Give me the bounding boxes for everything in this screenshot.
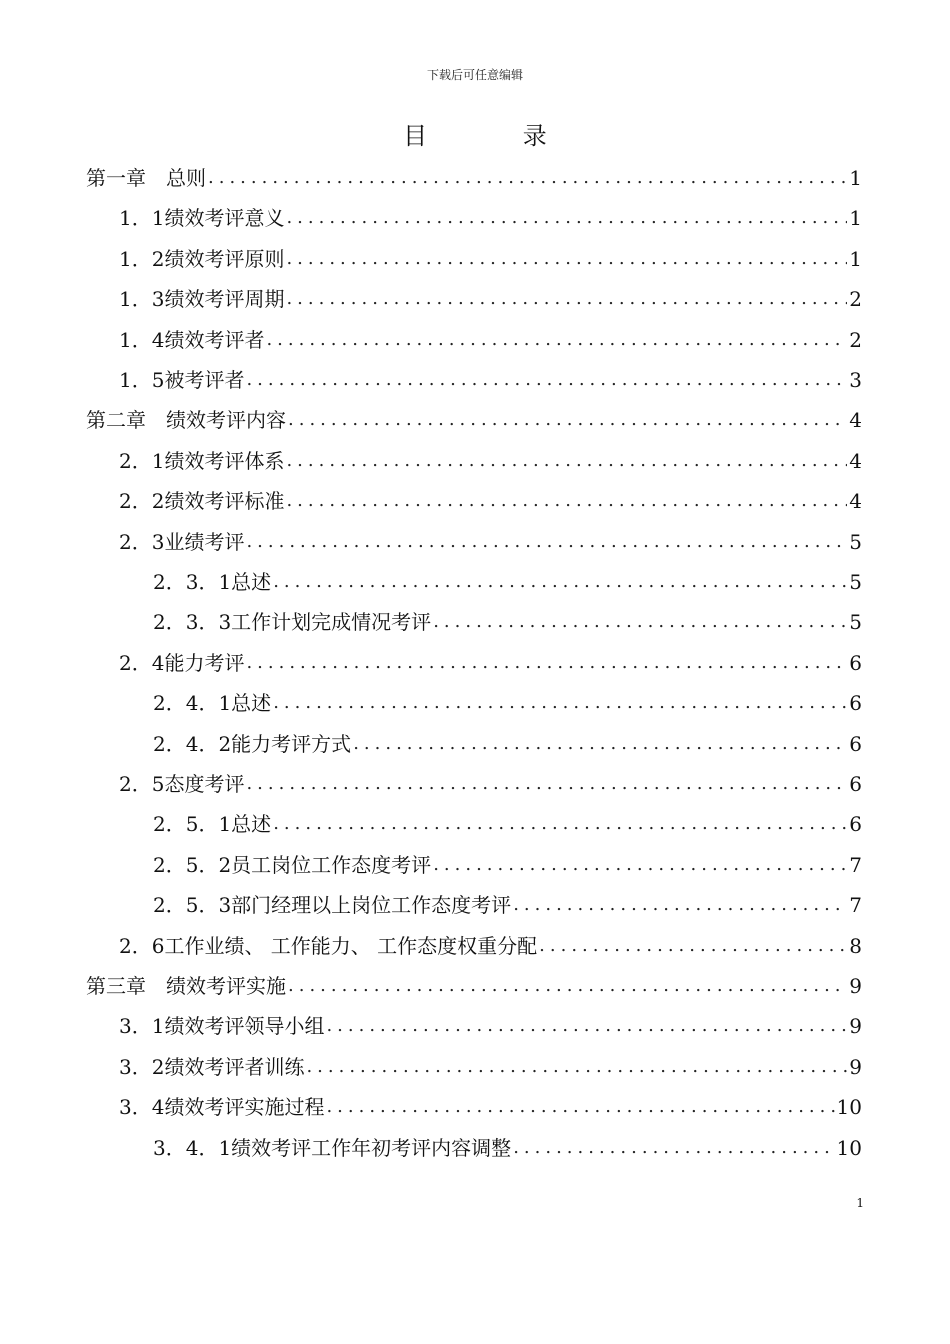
toc-entry-page: 6 (849, 772, 862, 796)
toc-entry-page: 1 (849, 246, 862, 271)
toc-entry-title: 1．2绩效考评原则 (119, 246, 285, 271)
toc-entry[interactable] (153, 602, 862, 642)
toc-leader-dots (284, 239, 847, 279)
toc-entry[interactable] (119, 522, 862, 562)
toc-leader-dots (244, 360, 847, 400)
toc-entry-title: 3．1绩效考评领导小组 (119, 1014, 325, 1039)
toc-entry-page: 3 (849, 368, 862, 392)
page-number: 1 (856, 1196, 864, 1210)
toc-leader-dots (324, 1006, 847, 1046)
toc-entry[interactable] (153, 845, 862, 885)
toc-entry[interactable] (153, 1128, 862, 1168)
toc-entry-title: 2．2绩效考评标准 (119, 489, 285, 514)
toc-leader-dots (431, 602, 847, 642)
toc-entry-title: 2．6工作业绩、 工作能力、 工作态度权重分配 (119, 933, 538, 958)
toc-entry-title: 2．4．1总述 (153, 691, 272, 716)
toc-entry-page: 9 (849, 1054, 862, 1079)
toc-entry-title: 第一章 总则 (86, 166, 206, 190)
toc-entry-page: 5 (849, 570, 862, 594)
toc-entry-title: 3．4．1绩效考评工作年初考评内容调整 (153, 1135, 512, 1160)
toc-leader-dots (511, 1128, 834, 1168)
toc-entry[interactable] (119, 1006, 862, 1046)
header-note: 下载后可任意编辑 (426, 68, 523, 82)
toc-entry-title: 2．4．2能力考评方式 (153, 731, 352, 756)
toc-entry-page: 6 (849, 691, 862, 716)
toc-entry[interactable] (119, 279, 862, 319)
toc-entry-title: 2．5态度考评 (119, 772, 245, 796)
toc-entry[interactable] (119, 481, 862, 521)
toc-leader-dots (286, 400, 847, 440)
toc-entry-title: 2．3．3工作计划完成情况考评 (153, 610, 432, 635)
toc-entry-page: 4 (849, 448, 862, 473)
toc-leader-dots (244, 764, 847, 804)
toc-entry[interactable] (153, 724, 862, 764)
toc-entry[interactable] (119, 198, 862, 238)
toc-entry[interactable] (119, 441, 862, 481)
toc-entry-title: 第三章 绩效考评实施 (86, 974, 286, 998)
toc-entry[interactable] (86, 966, 862, 1006)
toc-leader-dots (206, 158, 847, 198)
toc-title: 目 录 (403, 122, 591, 150)
toc-entry[interactable] (86, 158, 862, 198)
toc-leader-dots (284, 198, 847, 238)
toc-leader-dots (271, 804, 847, 844)
toc-entry-page: 6 (849, 812, 862, 837)
toc-entry-title: 2．3．1总述 (153, 570, 272, 594)
toc-leader-dots (286, 966, 847, 1006)
toc-entry-title: 2．5．2员工岗位工作态度考评 (153, 852, 432, 877)
toc-entry[interactable] (153, 885, 862, 925)
toc-entry[interactable] (119, 320, 862, 360)
toc-entry-title: 第二章 绩效考评内容 (86, 408, 286, 433)
toc-entry-title: 2．5．1总述 (153, 812, 272, 837)
toc-entry-page: 4 (849, 408, 862, 433)
toc-entry-page: 1 (849, 166, 862, 190)
toc-leader-dots (271, 683, 847, 723)
toc-entry-page: 2 (849, 287, 862, 312)
toc-entry-page: 10 (836, 1095, 862, 1120)
toc-entry-page: 7 (849, 893, 862, 918)
toc-entry-title: 1．4绩效考评者 (119, 327, 265, 352)
toc-entry-page: 4 (849, 489, 862, 514)
toc-entry-title: 3．4绩效考评实施过程 (119, 1095, 325, 1120)
toc-leader-dots (431, 845, 847, 885)
toc-entry[interactable] (119, 1047, 862, 1087)
toc-entry[interactable] (119, 643, 862, 683)
toc-leader-dots (511, 885, 847, 925)
toc-entry[interactable] (153, 562, 862, 602)
toc-leader-dots (271, 562, 847, 602)
toc-leader-dots (284, 441, 847, 481)
toc-entry[interactable] (153, 683, 862, 723)
toc-entry-page: 7 (849, 852, 862, 877)
toc-entry-page: 9 (849, 974, 862, 998)
toc-entry[interactable] (119, 764, 862, 804)
toc-entry[interactable] (119, 360, 862, 400)
toc-entry-page: 5 (849, 610, 862, 635)
toc-entry-title: 1．3绩效考评周期 (119, 287, 285, 312)
toc-entry-title: 2．1绩效考评体系 (119, 448, 285, 473)
toc-entry[interactable] (86, 400, 862, 440)
toc-entry-title: 2．3业绩考评 (119, 529, 245, 554)
toc-leader-dots (244, 643, 847, 683)
toc-leader-dots (264, 320, 847, 360)
toc-entry-page: 8 (849, 933, 862, 958)
toc-leader-dots (324, 1087, 834, 1127)
toc-entry-title: 2．5．3部门经理以上岗位工作态度考评 (153, 893, 512, 918)
toc-entry-page: 6 (849, 731, 862, 756)
toc-entry-page: 2 (849, 327, 862, 352)
toc-entry-page: 9 (849, 1014, 862, 1039)
toc-entry-title: 1．1绩效考评意义 (119, 206, 285, 231)
toc-entry-title: 3．2绩效考评者训练 (119, 1054, 305, 1079)
toc-entry[interactable] (119, 1087, 862, 1127)
toc-entry-page: 10 (836, 1135, 862, 1160)
toc-leader-dots (284, 481, 847, 521)
toc-leader-dots (537, 926, 847, 966)
toc-leader-dots (351, 724, 847, 764)
toc-leader-dots (304, 1047, 847, 1087)
toc-leader-dots (244, 522, 847, 562)
toc-entry-page: 1 (849, 206, 862, 231)
toc-entry[interactable] (119, 926, 862, 966)
toc-entry-title: 1．5被考评者 (119, 368, 245, 392)
toc-entry[interactable] (153, 804, 862, 844)
toc-leader-dots (284, 279, 847, 319)
toc-entry-title: 2．4能力考评 (119, 650, 245, 675)
toc-entry[interactable] (119, 239, 862, 279)
toc-entry-page: 5 (849, 529, 862, 554)
toc-entry-page: 6 (849, 650, 862, 675)
